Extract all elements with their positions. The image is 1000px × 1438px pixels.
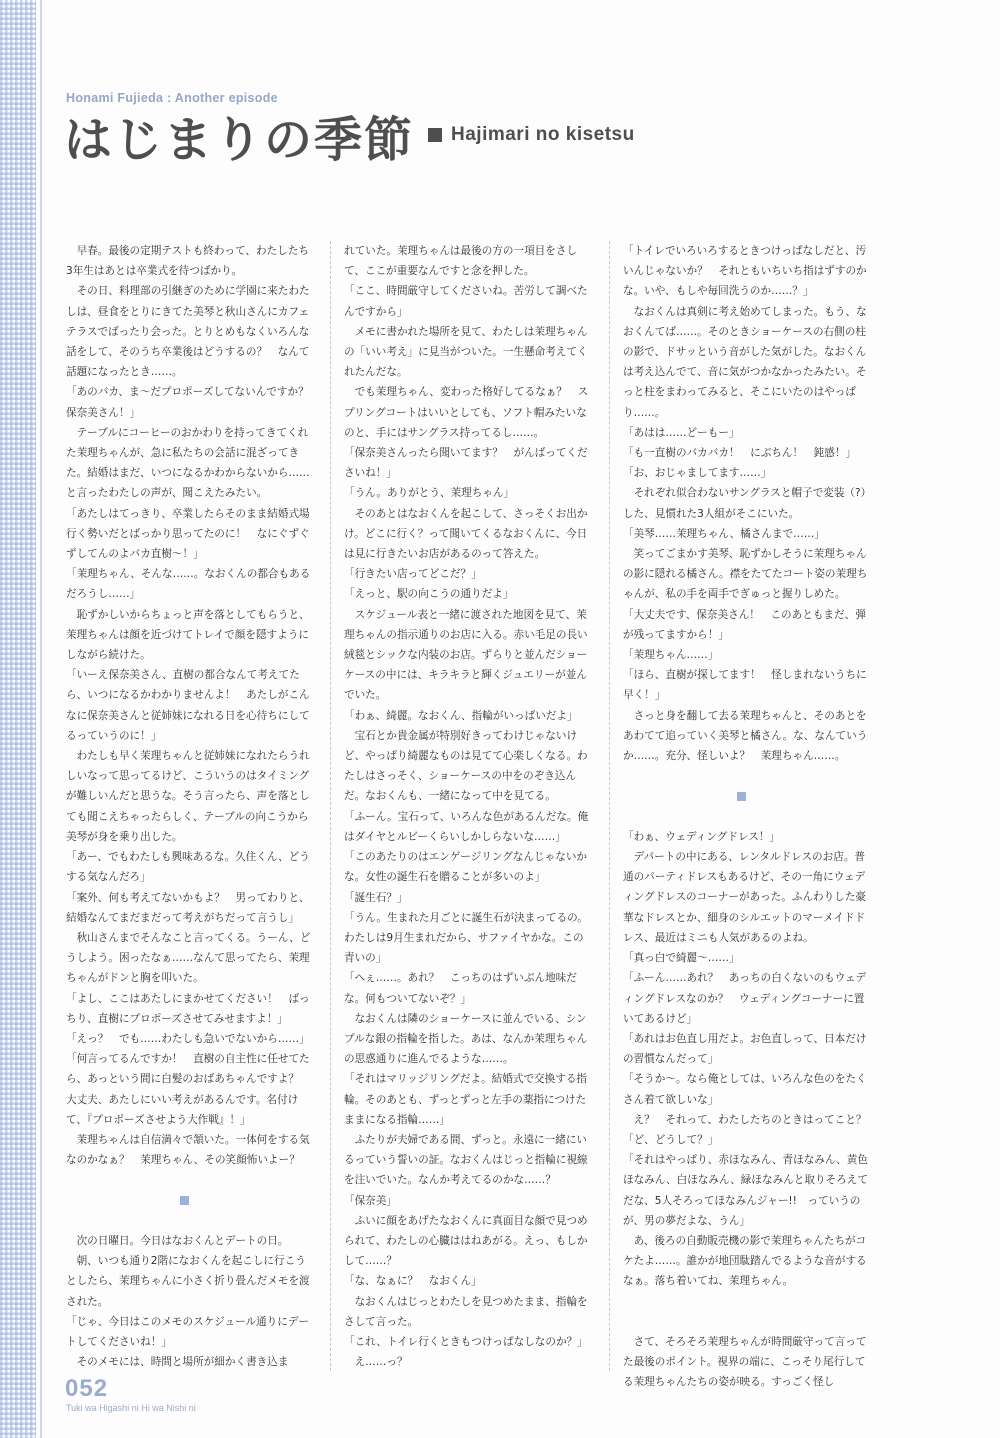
paragraph: 「真っ白で綺麗〜……」 [623, 952, 740, 965]
paragraph: 朝、いつも通り2階になおくんを起こしに行こうとしたら、茉理ちゃんに小さく折り畳んだメモを渡された。 [66, 1255, 310, 1308]
paragraph: 早春。最後の定期テストも終わって、わたしたち3年生はあとは卒業式を待つばかり。 [66, 245, 309, 278]
paragraph: そのメモには、時間と場所が細かく書き込ま [76, 1356, 289, 1369]
book-title: Tuki wa Higashi ni Hi wa Nishi ni [66, 1403, 196, 1413]
paragraph: 「誕生石？」 [344, 891, 408, 904]
article-title: はじまりの季節 [64, 112, 415, 168]
paragraph: そのあとはなおくんを起こして、さっそくお出かけ。どこに行く？って聞いてくるなおくんに、今日は見に行きたいお店があるのって答えた。 [344, 507, 588, 561]
paragraph: 「な、なぁに？ なおくん」 [344, 1275, 482, 1288]
paragraph: 「あたしはてっきり、卒業したらそのまま結婚式場行く勢いだとばっかり思ってたのに！ なにぐずぐずしてんのよバカ直樹〜！」 [66, 507, 310, 561]
paragraph: ふたりが夫婦である間、ずっと。永遠に一緒にいるっていう誓いの証。なおくんはじっと指輪に視線を注いでいた。なんか考えてるのかな……？ [344, 1133, 588, 1187]
square-bullet-icon [428, 128, 442, 142]
paragraph: 「も一直樹のバカバカ！ にぶちん！ 鈍感！」 [623, 447, 857, 460]
paragraph: 「あのバカ、ま〜だプロポーズしてないんですか？ 保奈美さん！」 [66, 386, 320, 419]
paragraph: スケジュール表と一緒に渡された地図を見て、茉理ちゃんの指示通りのお店に入る。赤い毛足の長い絨毯とシックな内装のお店。ずらりと並んだショーケースの中には、キラキラと輝くジュエリーが並んでいた。 [344, 608, 588, 702]
paragraph: あ、後ろの自動販売機の影で茉理ちゃんたちがコケたよ……。誰かが地団駄踏んでるような音がするなぁ。落ち着いてね、茉理ちゃん。 [623, 1234, 867, 1288]
paragraph: 「よし、ここはあたしにまかせてください！ ばっちり、直樹にプロポーズさせてみせますよ！」 [66, 992, 310, 1025]
paragraph: 「保奈美さんったら聞いてます？ がんばってくださいね！」 [344, 447, 588, 480]
paragraph: さっと身を翻して去る茉理ちゃんと、そのあとをあわてて追っていく美琴と橘さん。な、なんていうか……。充分、怪しいよ？ 茉理ちゃん……。 [623, 709, 868, 763]
paragraph: なおくんはじっとわたしを見つめたまま、指輪をさして言った。 [344, 1295, 588, 1328]
paragraph: 「うん。生まれた月ごとに誕生石が決まってるの。わたしは9月生まれだから、サファイヤかな。この青いの」 [344, 911, 588, 965]
page-number: 052 [65, 1375, 109, 1402]
paragraph: 「うん。ありがとう、茉理ちゃん」 [344, 487, 515, 500]
paragraph: なおくんは真剣に考え始めてしまった。もう、なおくんてば……。そのときショーケースの右側の柱の影で、ドサッという音がした気がした。なおくんは考え込んでて、音に気がつかなかったみたい。そっと柱をまわってみると、そこにいたのはやっぱり……。 [623, 305, 867, 419]
paragraph: 「いーえ保奈美さん、直樹の都合なんて考えてたら、いつになるかわかりませんよ！ あたしがこんなに保奈美さんと従姉妹になれる日を心待ちにしてるっていうのに！」 [66, 669, 310, 742]
paragraph: 「ほら、直樹が探してます！ 怪しまれないうちに早く！」 [623, 669, 867, 702]
paragraph: ふいに顔をあげたなおくんに真面目な顔で見つめられて、わたしの心臓ははねあがる。えっ、もしかして……？ [344, 1214, 588, 1268]
paragraph: わたしも早く茉理ちゃんと従姉妹になれたらうれしいなって思ってるけど、こういうのはタイミングが難しいんだと思うな。そう言ったら、声を落としても聞こえちゃったらしく、テーブルの向こうから美琴が身を乗り出した。 [66, 750, 310, 843]
paragraph: デパートの中にある、レンタルドレスのお店。普通のパーティドレスもあるけど、その一角にウェディングドレスのコーナーがあった。ふんわりした豪華なドレスとか、細身のシルエットのマーメイドドレス、最近はミニも人気があるのよね。 [623, 851, 867, 944]
paragraph: 「行きたい店ってどこだ？」 [344, 568, 482, 581]
paragraph: 茉理ちゃんは自信満々で頷いた。一体何をする気なのかなぁ？ 茉理ちゃん、その笑顔怖いよー？ [66, 1133, 310, 1167]
paragraph: 「あれはお色直し用だよ。お色直しって、日本だけの習慣なんだって」 [623, 1032, 867, 1066]
paragraph: れていた。茉理ちゃんは最後の方の一項目をさして、ここが重要なんですと念を押した。 [344, 245, 578, 278]
paragraph: 「えっと、駅の向こうの通りだよ」 [344, 588, 514, 601]
paragraph: 宝石とか貴金属が特別好きってわけじゃないけど、やっぱり綺麗なものは見てて心楽しくなる。わたしはさっそく、ショーケースの中をのぞき込んだ。なおくんも、一緒になって中を見てる。 [344, 729, 588, 803]
paragraph: 「あー、でもわたしも興味あるな。久住くん、どうする気なんだろ」 [66, 851, 310, 884]
paragraph: 「わぁ、綺麗。なおくん、指輪がいっぱいだよ」 [344, 709, 578, 722]
paragraph: 「お、おじゃましてます……」 [623, 467, 772, 480]
paragraph: メモに書かれた場所を見て、わたしは茉理ちゃんの「いい考え」に見当がついた。一生懸命考えてくれたんだな。 [344, 325, 588, 379]
paragraph: 「あはは……どーもー」 [623, 426, 740, 439]
paragraph: 「えっ？ でも……わたしも急いでないから……」 [66, 1032, 310, 1045]
paragraph: 「案外、何も考えてないかもよ？ 男ってわりと、結婚なんてまだまだって考えがちだって言うし」 [66, 891, 310, 924]
paragraph: 秋山さんまでそんなこと言ってくる。うーん、どうしよう。困ったなぁ……なんて思ってたら、茉理ちゃんがドンと胸を叩いた。 [66, 931, 311, 985]
paragraph: 「そうか〜。なら俺としては、いろんな色のをたくさん着て欲しいな」 [623, 1073, 867, 1106]
checkered-edge-strip [0, 0, 36, 1438]
paragraph: 「へぇ……。あれ？ こっちのはずいぶん地味だな。何もついてないぞ？」 [344, 972, 577, 1005]
paragraph: 「それはマリッジリングだよ。結婚式で交換する指輪。そのあとも、ずっとずっと左手の薬指につけたままになる指輪……」 [344, 1073, 588, 1126]
paragraph: 「ここ、時間厳守してくださいね。苦労して調べたんですから」 [344, 285, 588, 318]
paragraph: 恥ずかしいからちょっと声を落としてもらうと、茉理ちゃんは顔を近づけてトレイで顔を隠すようにしながら続けた。 [66, 608, 310, 662]
section-divider [623, 766, 871, 827]
divider-square-icon [737, 792, 746, 801]
paragraph: え……っ？ [354, 1356, 408, 1369]
column-divider-1 [330, 241, 332, 1371]
paragraph: 「ふーん……あれ？ あっちの白くないのもウェディングドレスなのか？ ウェディングコーナーに置いてあるけど」 [623, 972, 867, 1025]
paragraph: 笑ってごまかす美琴、恥ずかしそうに茉理ちゃんの影に隠れる橘さん。襟をたてたコート姿の茉理ちゃんが、私の手を両手でぎゅっと握りしめた。 [623, 548, 868, 601]
paragraph: なおくんは隣のショーケースに並んでいる、シンプルな銀の指輪を指した。あは、なんか茉理ちゃんの思惑通りに進んでるような……。 [344, 1012, 588, 1066]
title-romaji [428, 120, 635, 150]
section-divider [66, 1170, 314, 1231]
paragraph: 「わぁ、ウェディングドレス！」 [623, 830, 780, 843]
paragraph: それぞれ似合わないサングラスと帽子で変装（?）した、見慣れた3人組がそこにいた。 [623, 487, 866, 520]
paragraph: でも茉理ちゃん、変わった格好してるなぁ？ スプリングコートはいいとしても、ソフト帽みたいなのと、手にはサングラス持ってるし……。 [344, 386, 589, 439]
paragraph: 「このあたりのはエンゲージリングなんじゃないかな。女性の誕生石を贈ることが多いのよ」 [344, 851, 588, 884]
article-subtitle: Honami Fujieda : Another episode [66, 91, 278, 105]
paragraph: 「じゃ、今日はこのメモのスケジュール通りにデートしてくださいね！」 [66, 1315, 310, 1348]
paragraph: 「茉理ちゃん、そんな……。なおくんの都合もあるだろうし……」 [66, 568, 311, 601]
text-column-3 [623, 241, 871, 1389]
paragraph: その日、料理部の引継ぎのために学園に来たわたしは、昼食をとりにきてた美琴と秋山さんにカフェテラスでばったり会った。とりとめもなくいろんな話をして、そのうち卒業後はどうするの？ なんて話題になったとき……。 [66, 285, 310, 379]
paragraph: 「ふーん。宝石って、いろんな色があるんだな。俺はダイヤとルビーくらいしかしらないな……」 [344, 810, 589, 843]
paragraph-gap [623, 1292, 871, 1332]
paragraph: テーブルにコーヒーのおかわりを持ってきてくれた茉理ちゃんが、急に私たちの会話に混ざってきた。結婚はまだ、いつになるかわからないから……と言ったわたしの声が、聞こえたみたい。 [66, 426, 310, 500]
paragraph: 「ど、どうして？」 [623, 1133, 719, 1146]
column-divider-2 [609, 241, 611, 1371]
paragraph: 「美琴……茉理ちゃん、橘さんまで……」 [623, 527, 825, 540]
paragraph: 「大丈夫です、保奈美さん！ このあともまだ、弾が残ってますから！」 [623, 608, 866, 641]
paragraph: さて、そろそろ茉理ちゃんが時間厳守って言ってた最後のポイント。視界の端に、こっそり尾行してる茉理ちゃんたちの姿が映る。すっごく怪し [623, 1335, 867, 1389]
paragraph: 次の日曜日。今日はなおくんとデートの日。 [76, 1234, 289, 1247]
paragraph: 「茉理ちゃん……」 [623, 649, 719, 662]
paragraph: 「これ、トイレ行くときもつけっぱなしなのか？」 [344, 1335, 588, 1348]
text-column-1 [66, 241, 320, 1369]
paragraph: え？ それって、わたしたちのときはってこと？ [633, 1113, 867, 1126]
paragraph: 「保奈美」 [344, 1194, 397, 1207]
paragraph: 「トイレでいろいろするときつけっぱなしだと、汚いんじゃないか？ それともいちいち指はずすのかな。いや、もしや毎回洗うのか……？」 [623, 245, 867, 298]
divider-square-icon [180, 1196, 189, 1205]
text-column-2 [344, 241, 592, 1369]
edge-rule [40, 0, 42, 1438]
paragraph: 「何言ってるんですか！ 直樹の自主性に任せてたら、あっという間に白髪のおばあちゃんですよ？ 大丈夫、あたしにいい考えがあるんです。名付けて、『プロポーズさせよう大作戦』！」 [66, 1053, 310, 1126]
paragraph: 「それはやっぱり、赤ほなみん、青ほなみん、黄色ほなみん、白ほなみん、緑ほなみんと取りそろえてだな、5人そろってほなみんジャー!! っていうのが、男の夢だよな、うん」 [623, 1154, 868, 1227]
romaji-text: Hajimari no kisetsu [451, 124, 635, 145]
